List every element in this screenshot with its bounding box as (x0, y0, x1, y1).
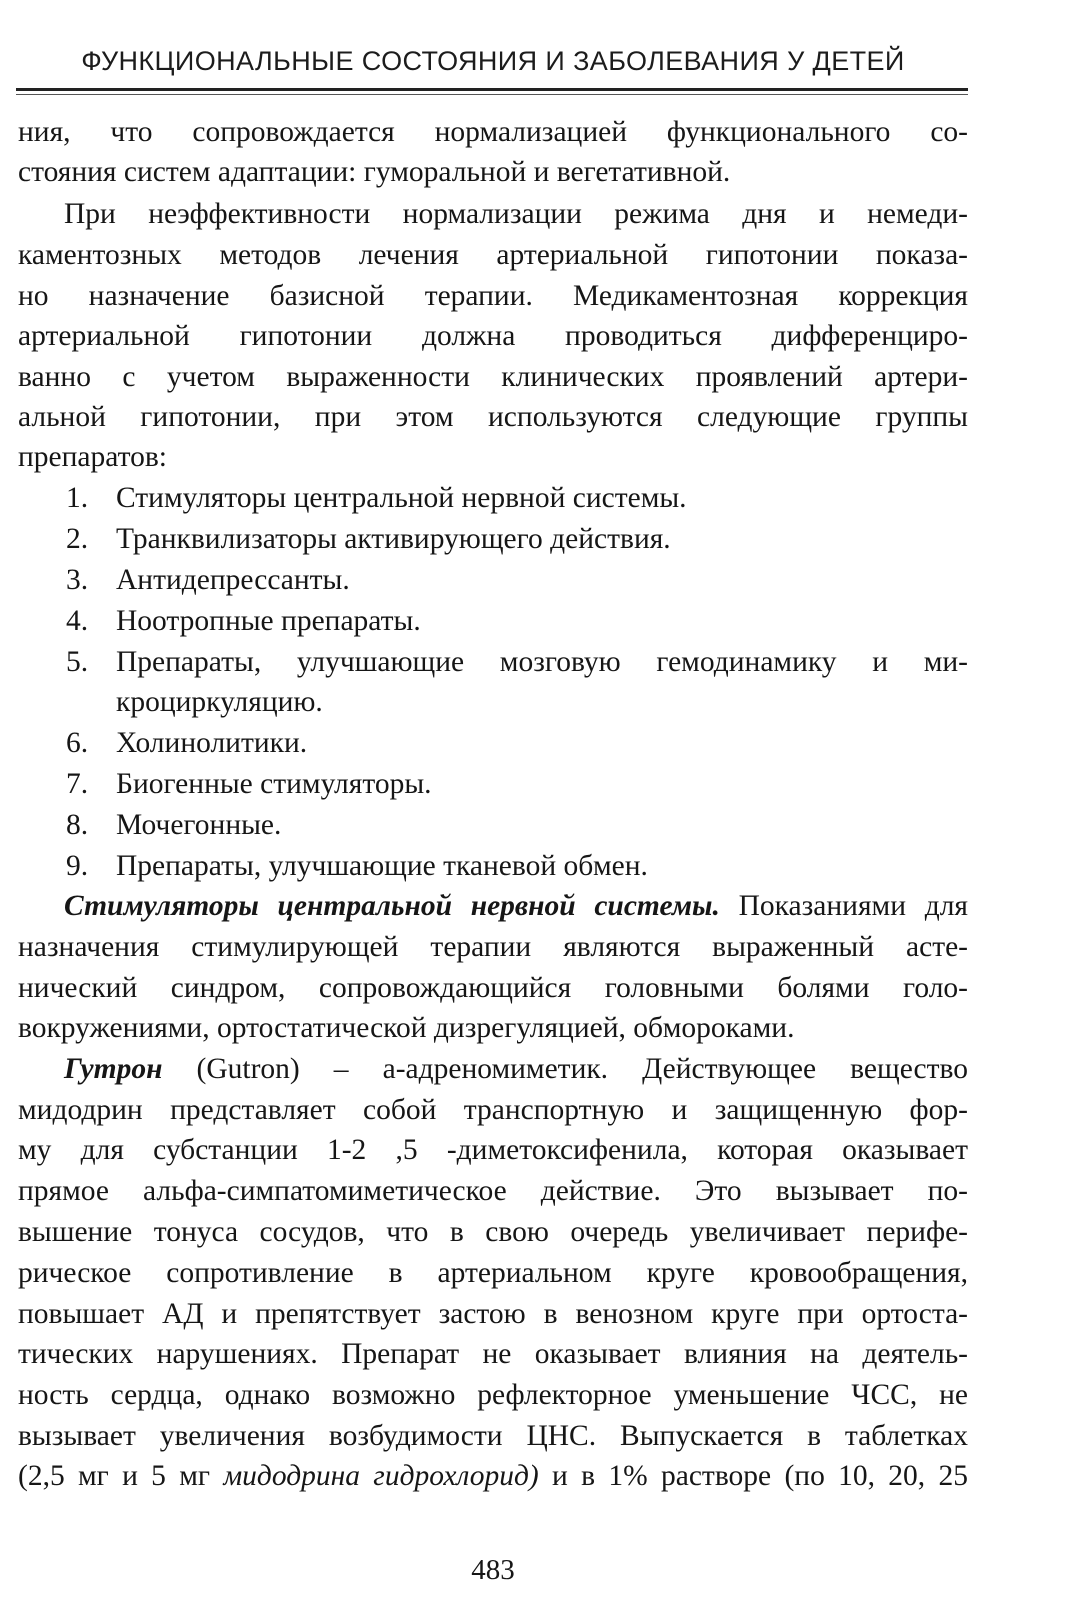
list-item (66, 642, 968, 682)
list-text: Холинолитики. (116, 727, 308, 759)
list-number: 1. (66, 482, 89, 514)
list-text: Биогенные стимуляторы. (116, 768, 432, 800)
text-line: му для субстанции 1-2 ,5 -диметоксифенила, которая оказывает (18, 1134, 968, 1166)
list-number: 7. (66, 768, 89, 800)
list-text: Препараты, улучшающие тканевой обмен. (116, 850, 648, 882)
list-item (66, 846, 968, 886)
text-line: вышение тонуса сосудов, что в свою очередь увеличивает перифе- (18, 1216, 968, 1248)
text-line: повышает АД и препятствует застою в венозном круге при ортоста- (18, 1298, 968, 1330)
text-line: назначения стимулирующей терапии являются выраженный асте- (18, 931, 968, 963)
list-number: 6. (66, 727, 89, 759)
text-line: препаратов: (18, 441, 167, 473)
text-line: мидодрин представляет собой транспортную и защищенную фор- (18, 1094, 968, 1126)
text-line: нический синдром, сопровождающийся головными болями голо- (18, 972, 968, 1004)
text-line: альной гипотонии, при этом используются следующие группы (18, 401, 968, 433)
list-number: 9. (66, 850, 89, 882)
list-item (66, 478, 968, 518)
list-text: Мочегонные. (116, 809, 282, 841)
list-item (66, 519, 968, 559)
text-run: (2,5 мг и 5 мг (18, 1460, 224, 1492)
substance-name: мидодрина гидрохлорид) (223, 1460, 539, 1492)
text-line (64, 886, 968, 926)
text-line: стояния систем адаптации: гуморальной и вегетативной. (18, 156, 731, 188)
list-text: Транквилизаторы активирующего действия. (116, 523, 671, 555)
text-line: артериальной гипотонии должна проводиться дифференциро- (18, 320, 968, 352)
list-item-continuation: кроциркуляцию. (116, 686, 323, 718)
text-line: вызывает увеличения возбудимости ЦНС. Выпускается в таблетках (18, 1420, 968, 1452)
text-line: ванно с учетом выраженности клинических проявлений артери- (18, 361, 968, 393)
text-run: и в 1% растворе (по 10, 20, 25 (538, 1460, 968, 1492)
list-item (66, 601, 968, 641)
header-rule-thin (16, 94, 968, 95)
list-item (66, 764, 968, 804)
text-line: вокружениями, ортостатической дизрегуляцией, обмороками. (18, 1012, 795, 1044)
list-text: Ноотропные препараты. (116, 605, 421, 637)
list-text: Антидепрессанты. (116, 564, 350, 596)
list-text: Препараты, улучшающие мозговую гемодинамику и ми- (116, 646, 968, 678)
page-number: 483 (471, 1554, 515, 1586)
text-line (18, 1456, 968, 1496)
text-line: но назначение базисной терапии. Медикаментозная коррекция (18, 280, 968, 312)
section-heading: Стимуляторы центральной нервной системы. (64, 890, 720, 922)
text-run: Показаниями для (719, 890, 968, 922)
text-line: рическое сопротивление в артериальном круге кровообращения, (18, 1257, 968, 1289)
text-line: ния, что сопровождается нормализацией функционального со- (18, 116, 968, 148)
text-run: (Gutron) – а-адреномиметик. Действующее вещество (162, 1053, 968, 1085)
list-number: 3. (66, 564, 89, 596)
list-item (66, 723, 968, 763)
list-number: 5. (66, 646, 89, 678)
text-line: тических нарушениях. Препарат не оказывает влияния на деятель- (18, 1338, 968, 1370)
running-header: ФУНКЦИОНАЛЬНЫЕ СОСТОЯНИЯ И ЗАБОЛЕВАНИЯ У ДЕТЕЙ (81, 46, 905, 76)
text-line (64, 1049, 968, 1089)
list-item (66, 805, 968, 845)
text-line: При неэффективности нормализации режима дня и немеди- (64, 198, 968, 230)
drug-name: Гутрон (64, 1053, 163, 1085)
list-item (66, 560, 968, 600)
list-text: Стимуляторы центральной нервной системы. (116, 482, 687, 514)
text-line: ность сердца, однако возможно рефлекторное уменьшение ЧСС, не (18, 1379, 968, 1411)
header-rule-thick (16, 88, 968, 91)
text-line: прямое альфа-симпатомиметическое действие. Это вызывает по- (18, 1175, 968, 1207)
list-number: 4. (66, 605, 89, 637)
list-number: 2. (66, 523, 89, 555)
text-line: каментозных методов лечения артериальной гипотонии показа- (18, 239, 968, 271)
list-number: 8. (66, 809, 89, 841)
